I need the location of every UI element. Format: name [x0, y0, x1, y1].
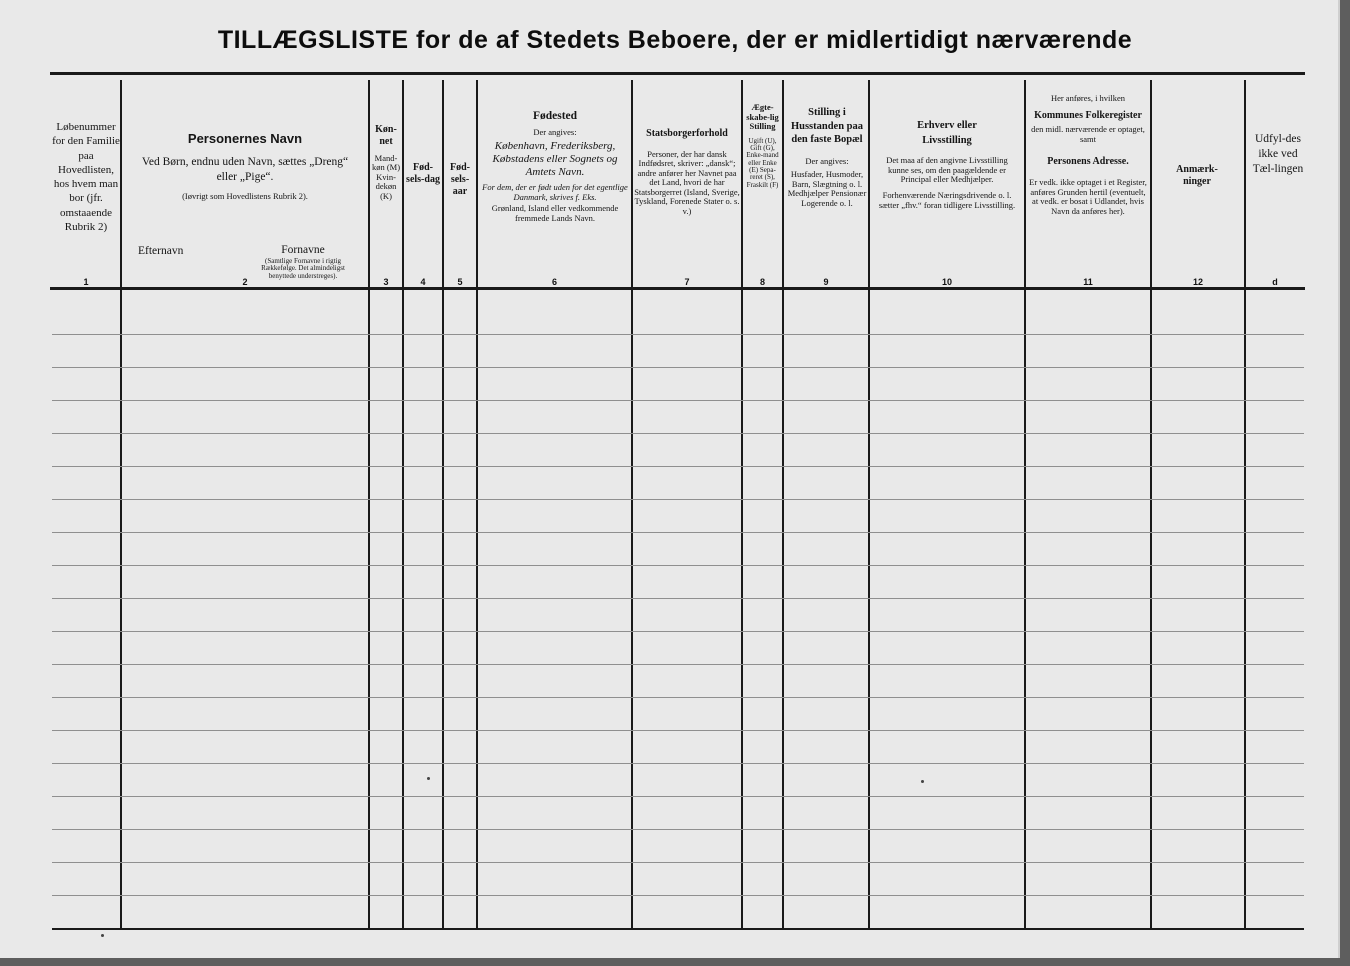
column-number: 7	[684, 277, 690, 287]
entry-row-rule	[52, 598, 1304, 599]
entry-row-rule	[52, 466, 1304, 467]
header-col-6	[480, 110, 630, 223]
column-divider	[402, 80, 404, 928]
col-7-text: Personer, der har dansk Indfødsret, skriver: „dansk“; andre anfører her Navnet paa det Land, hvori de har Statsborgerret (Island, Sverige, Tyskland, Forenede Stater o. s. v.)	[634, 148, 740, 216]
col-10-line1: Det maa af den angivne Livsstilling kunne ses, om den paagældende er Principal eller Medhjælper.	[886, 155, 1008, 185]
col-3-text: Mand-køn (M) Kvin-dekøn (K)	[371, 152, 401, 201]
col-1-text: Løbenummer for den Familie paa Hovedlisten, hos hvem man bor (jfr. omstaaende Rubrik 2)	[52, 121, 120, 234]
top-rule	[50, 72, 1305, 75]
column-number: 6	[551, 277, 557, 287]
entry-row-rule	[52, 499, 1304, 500]
entry-row-rule	[52, 796, 1304, 797]
scan-speck	[427, 777, 430, 780]
column-number: 3	[383, 277, 389, 287]
entry-row-rule	[52, 334, 1304, 335]
entry-row-rule	[52, 400, 1304, 401]
col-2-note: (Iøvrigt som Hovedlistens Rubrik 2).	[182, 191, 308, 202]
col-2-heading: Personernes Navn	[187, 131, 303, 146]
col-9-line1: Der angives:	[805, 155, 849, 166]
form-title: TILLÆGSLISTE for de af Stedets Beboere, der er midlertidigt nærværende	[217, 26, 1133, 54]
entry-row-rule	[52, 532, 1304, 533]
col-11-heading1: Kommunes Folkeregister	[1034, 109, 1142, 121]
column-number: 9	[823, 277, 829, 287]
col-5-heading: Fød-sels-aar	[450, 162, 470, 197]
header-col-9	[786, 106, 868, 209]
col-4-heading: Fød-sels-dag	[406, 162, 440, 185]
column-divider	[868, 80, 870, 928]
scan-speck	[921, 780, 924, 783]
header-col-10	[876, 118, 1018, 210]
col-2-sub-left: Efternavn	[138, 245, 184, 257]
entry-row-rule	[52, 895, 1304, 896]
col-6-line4: Grønland, Island eller vedkommende fremmede Lands Navn.	[491, 203, 619, 223]
header-col-3	[370, 124, 402, 201]
col-11-heading2: Personens Adresse.	[1047, 156, 1129, 168]
entry-row-rule	[52, 433, 1304, 434]
column-number: 2	[242, 277, 248, 287]
col-7-heading: Statsborgerforhold	[646, 128, 728, 139]
col-d-text: Udfyl-des ikke ved Tæl-lingen	[1252, 133, 1304, 175]
entry-row-rule	[52, 862, 1304, 863]
column-divider	[476, 80, 478, 928]
column-divider	[120, 80, 122, 928]
col-6-line2: København, Frederiksberg, Købstadens eller Sognets og Amtets Navn.	[492, 140, 618, 179]
header-col-7	[633, 128, 741, 216]
column-number: 4	[420, 277, 426, 287]
col-11-line2: den midl. nærværende er optaget, samt	[1031, 124, 1145, 144]
header-col-2	[124, 131, 366, 202]
entry-row-rule	[52, 730, 1304, 731]
col-12-heading: Anmærk-ninger	[1176, 164, 1218, 187]
header-col-d	[1252, 132, 1304, 177]
column-divider	[1244, 80, 1246, 928]
col-9-line2: Husfader, Husmoder, Barn, Slægtning o. l. Medhjælper Pensionær Logerende o. l.	[787, 169, 867, 208]
column-number: 11	[1083, 277, 1093, 287]
entry-row-rule	[52, 565, 1304, 566]
col-10-heading: Erhverv eller Livsstilling	[917, 120, 977, 147]
column-divider	[442, 80, 444, 928]
col-10-line2: Forhenværende Næringsdrivende o. l. sætter „fhv.“ foran tidligere Livsstilling.	[878, 189, 1016, 210]
col-2-text: Ved Børn, endnu uden Navn, sættes „Dreng“ eller „Pige“.	[141, 155, 349, 183]
column-number: 8	[759, 277, 765, 287]
entry-row-rule	[52, 697, 1304, 698]
column-divider	[368, 80, 370, 928]
col-6-line3: For dem, der er født uden for det egentlige Danmark, skrives f. Eks.	[482, 182, 628, 202]
column-divider	[782, 80, 784, 928]
bottom-rule	[52, 928, 1304, 930]
header-rule	[50, 287, 1305, 290]
col-11-line1: Her anføres, i hvilken	[1050, 93, 1126, 103]
header-col-1	[52, 120, 120, 234]
column-number: 12	[1192, 277, 1203, 287]
column-number: 5	[457, 277, 463, 287]
col-8-text: Ugift (U), Gift (G), Enke-mand eller Enke (E) Sepa-reret (S), Fraskilt (F)	[746, 136, 779, 189]
entry-row-rule	[52, 829, 1304, 830]
entry-row-rule	[52, 367, 1304, 368]
column-divider	[741, 80, 743, 928]
entry-row-rule	[52, 664, 1304, 665]
column-number: 1	[83, 277, 89, 287]
col-3-heading: Køn-net	[375, 124, 397, 147]
column-number: 10	[941, 277, 952, 287]
entry-row-rule	[52, 763, 1304, 764]
entry-row-rule	[52, 631, 1304, 632]
col-9-heading: Stilling i Husstanden paa den faste Bopæl	[790, 107, 864, 146]
col-2-sub-right: Fornavne	[281, 244, 325, 256]
col-6-line1: Der angives:	[533, 126, 577, 137]
col-2-sub-note: (Samtlige Fornavne i rigtig Rækkefølge. Det almindeligst benyttede understreges).	[261, 257, 345, 280]
col-8-heading: Ægte-skabe-lig Stilling	[746, 102, 779, 132]
col-6-heading: Fødested	[532, 110, 578, 122]
col-11-line3: Er vedk. ikke optaget i et Register, anføres Grunden hertil (eventuelt, at vedk. er bosat i Udlandet, hvis Navn da anføres her).	[1029, 177, 1147, 216]
header-col-11	[1028, 94, 1148, 216]
column-divider	[1024, 80, 1026, 928]
column-divider	[1150, 80, 1152, 928]
column-number: d	[1272, 277, 1278, 287]
scan-speck	[101, 934, 104, 937]
header-col-8	[743, 103, 782, 189]
